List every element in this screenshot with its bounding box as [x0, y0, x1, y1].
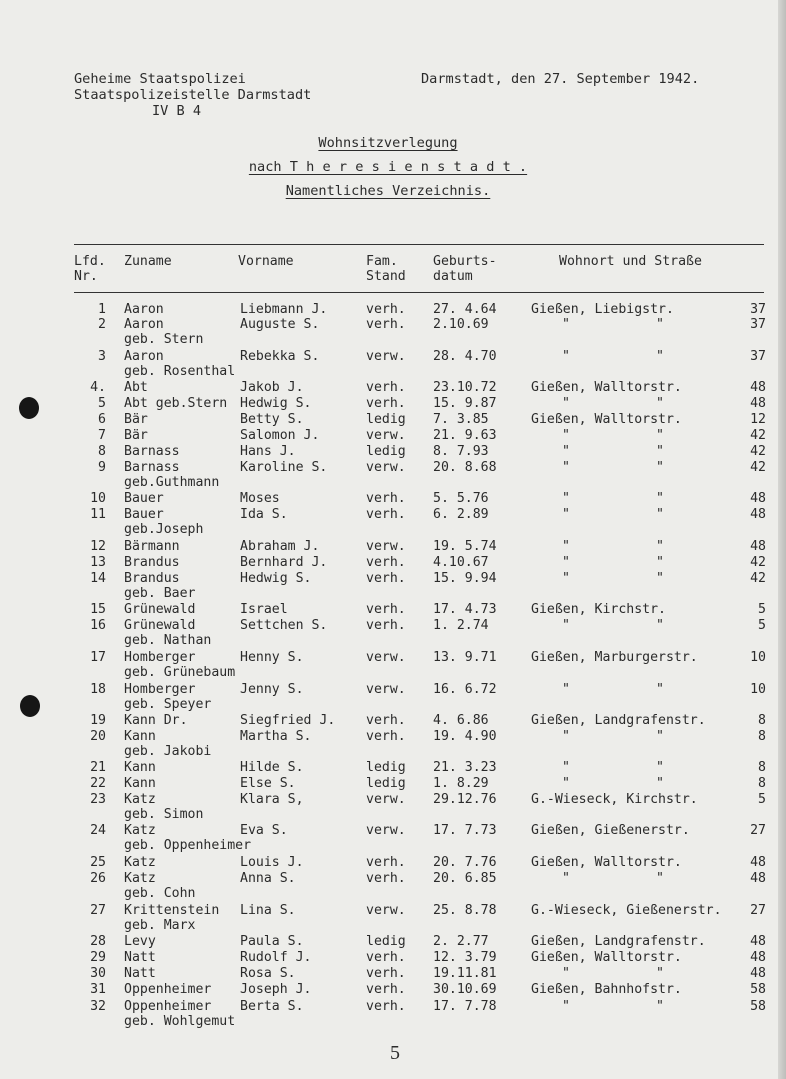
row-house-number: 37	[750, 349, 766, 364]
row-first-name: Else S.	[240, 776, 296, 791]
col-stand: Stand	[366, 269, 406, 284]
row-maiden-name: geb. Jakobi	[124, 744, 212, 759]
row-house-number: 48	[750, 539, 766, 554]
row-residence: Gießen, Kirchstr.	[531, 602, 666, 617]
row-maiden-name: geb. Simon	[124, 807, 204, 822]
row-house-number: 8	[758, 760, 766, 775]
row-residence: Gießen, Walltorstr.	[531, 855, 682, 870]
row-marital-status: verw.	[366, 903, 406, 918]
row-first-name: Jenny S.	[240, 682, 304, 697]
row-first-name: Henny S.	[240, 650, 304, 665]
row-marital-status: verh.	[366, 855, 406, 870]
row-ditto-town: "	[562, 871, 570, 886]
row-surname: Levy	[124, 934, 156, 949]
row-marital-status: verh.	[366, 950, 406, 965]
row-first-name: Berta S.	[240, 999, 304, 1014]
row-marital-status: verh.	[366, 871, 406, 886]
row-surname: Natt	[124, 966, 156, 981]
row-marital-status: verh.	[366, 618, 406, 633]
row-first-name: Ida S.	[240, 507, 288, 522]
row-ditto-town: "	[562, 539, 570, 554]
row-house-number: 48	[750, 950, 766, 965]
row-surname: Oppenheimer	[124, 982, 212, 997]
col-fam: Fam.	[366, 254, 398, 269]
row-birth-date: 19. 5.74	[433, 539, 497, 554]
row-number: 30	[90, 966, 106, 981]
table-top-rule	[74, 244, 764, 245]
row-surname: Aaron	[124, 317, 164, 332]
row-house-number: 10	[750, 682, 766, 697]
row-number: 6	[98, 412, 106, 427]
row-number: 26	[90, 871, 106, 886]
row-house-number: 27	[750, 903, 766, 918]
row-first-name: Paula S.	[240, 934, 304, 949]
row-ditto-street: "	[656, 571, 664, 586]
row-ditto-town: "	[562, 571, 570, 586]
row-number: 24	[90, 823, 106, 838]
row-house-number: 42	[750, 444, 766, 459]
row-number: 7	[98, 428, 106, 443]
row-surname: Natt	[124, 950, 156, 965]
row-house-number: 42	[750, 571, 766, 586]
row-marital-status: ledig	[366, 776, 406, 791]
row-first-name: Abraham J.	[240, 539, 320, 554]
row-surname: Katz	[124, 823, 156, 838]
col-datum: datum	[433, 269, 473, 284]
row-surname: Aaron	[124, 349, 164, 364]
row-marital-status: verw.	[366, 428, 406, 443]
row-maiden-name: geb.Guthmann	[124, 475, 220, 490]
row-ditto-town: "	[562, 760, 570, 775]
row-house-number: 58	[750, 982, 766, 997]
row-first-name: Bernhard J.	[240, 555, 328, 570]
row-first-name: Moses	[240, 491, 280, 506]
row-residence: Gießen, Walltorstr.	[531, 412, 682, 427]
row-marital-status: verh.	[366, 729, 406, 744]
row-number: 17	[90, 650, 106, 665]
row-first-name: Karoline S.	[240, 460, 328, 475]
row-first-name: Hedwig S.	[240, 396, 312, 411]
row-first-name: Lina S.	[240, 903, 296, 918]
row-marital-status: verw.	[366, 650, 406, 665]
row-maiden-name: geb. Speyer	[124, 697, 212, 712]
row-maiden-name: geb. Baer	[124, 586, 196, 601]
row-ditto-street: "	[656, 999, 664, 1014]
row-number: 16	[90, 618, 106, 633]
row-house-number: 48	[750, 396, 766, 411]
page-edge-shadow	[778, 0, 786, 1079]
row-first-name: Israel	[240, 602, 288, 617]
row-ditto-town: "	[562, 555, 570, 570]
row-number: 1	[98, 302, 106, 317]
row-house-number: 37	[750, 317, 766, 332]
row-number: 32	[90, 999, 106, 1014]
row-birth-date: 2. 2.77	[433, 934, 489, 949]
row-first-name: Anna S.	[240, 871, 296, 886]
row-surname: Bär	[124, 428, 148, 443]
col-lfd: Lfd.	[74, 254, 106, 269]
row-ditto-town: "	[562, 491, 570, 506]
row-marital-status: verw.	[366, 682, 406, 697]
row-number: 10	[90, 491, 106, 506]
punch-hole-top	[19, 397, 39, 419]
row-house-number: 5	[758, 618, 766, 633]
row-ditto-street: "	[656, 491, 664, 506]
row-birth-date: 28. 4.70	[433, 349, 497, 364]
row-birth-date: 25. 8.78	[433, 903, 497, 918]
row-number: 4.	[90, 380, 106, 395]
row-birth-date: 29.12.76	[433, 792, 497, 807]
row-number: 8	[98, 444, 106, 459]
row-ditto-town: "	[562, 428, 570, 443]
row-surname: Bauer	[124, 491, 164, 506]
row-first-name: Hans J.	[240, 444, 296, 459]
row-birth-date: 1. 2.74	[433, 618, 489, 633]
row-number: 23	[90, 792, 106, 807]
row-surname: Abt geb.Stern	[124, 396, 228, 411]
row-surname: Homberger	[124, 682, 196, 697]
row-surname: Oppenheimer	[124, 999, 212, 1014]
col-nr: Nr.	[74, 269, 98, 284]
row-maiden-name: geb. Grünebaum	[124, 665, 236, 680]
row-ditto-street: "	[656, 618, 664, 633]
row-ditto-town: "	[562, 444, 570, 459]
row-house-number: 48	[750, 855, 766, 870]
row-number: 22	[90, 776, 106, 791]
row-ditto-street: "	[656, 966, 664, 981]
row-number: 25	[90, 855, 106, 870]
row-ditto-town: "	[562, 396, 570, 411]
row-birth-date: 20. 6.85	[433, 871, 497, 886]
row-number: 21	[90, 760, 106, 775]
row-residence: Gießen, Liebigstr.	[531, 302, 674, 317]
row-marital-status: verh.	[366, 555, 406, 570]
row-number: 2	[98, 317, 106, 332]
row-ditto-street: "	[656, 776, 664, 791]
row-maiden-name: geb. Wohlgemut	[124, 1014, 236, 1029]
row-birth-date: 17. 7.73	[433, 823, 497, 838]
row-surname: Katz	[124, 855, 156, 870]
row-maiden-name: geb. Cohn	[124, 886, 196, 901]
row-number: 5	[98, 396, 106, 411]
row-surname: Katz	[124, 792, 156, 807]
row-birth-date: 16. 6.72	[433, 682, 497, 697]
row-ditto-town: "	[562, 460, 570, 475]
row-surname: Kann	[124, 729, 156, 744]
row-house-number: 5	[758, 602, 766, 617]
row-surname: Katz	[124, 871, 156, 886]
place-date: Darmstadt, den 27. September 1942.	[421, 71, 700, 87]
row-marital-status: ledig	[366, 444, 406, 459]
row-birth-date: 17. 7.78	[433, 999, 497, 1014]
row-birth-date: 21. 9.63	[433, 428, 497, 443]
title-relocation: Wohnsitzverlegung	[318, 135, 458, 151]
row-house-number: 42	[750, 555, 766, 570]
row-number: 9	[98, 460, 106, 475]
row-residence: Gießen, Landgrafenstr.	[531, 934, 706, 949]
row-number: 19	[90, 713, 106, 728]
row-number: 12	[90, 539, 106, 554]
row-surname: Bär	[124, 412, 148, 427]
row-residence: Gießen, Marburgerstr.	[531, 650, 698, 665]
row-surname: Grünewald	[124, 602, 196, 617]
table-header-rule	[74, 292, 764, 293]
row-ditto-street: "	[656, 444, 664, 459]
row-first-name: Rudolf J.	[240, 950, 312, 965]
row-ditto-street: "	[656, 871, 664, 886]
row-residence: G.-Wieseck, Kirchstr.	[531, 792, 698, 807]
row-marital-status: verw.	[366, 823, 406, 838]
row-marital-status: verh.	[366, 302, 406, 317]
col-vorname: Vorname	[238, 254, 294, 269]
row-ditto-town: "	[562, 507, 570, 522]
row-first-name: Jakob J.	[240, 380, 304, 395]
row-first-name: Hilde S.	[240, 760, 304, 775]
row-number: 3	[98, 349, 106, 364]
col-zuname: Zuname	[124, 254, 172, 269]
row-ditto-street: "	[656, 539, 664, 554]
row-marital-status: verw.	[366, 349, 406, 364]
row-house-number: 48	[750, 934, 766, 949]
row-marital-status: verh.	[366, 966, 406, 981]
row-marital-status: ledig	[366, 412, 406, 427]
row-house-number: 48	[750, 966, 766, 981]
row-maiden-name: geb. Stern	[124, 332, 204, 347]
row-house-number: 48	[750, 380, 766, 395]
row-surname: Bärmann	[124, 539, 180, 554]
row-surname: Grünewald	[124, 618, 196, 633]
row-house-number: 10	[750, 650, 766, 665]
row-number: 29	[90, 950, 106, 965]
row-birth-date: 23.10.72	[433, 380, 497, 395]
col-wohnort: Wohnort und Straße	[559, 254, 702, 269]
row-birth-date: 15. 9.87	[433, 396, 497, 411]
row-birth-date: 21. 3.23	[433, 760, 497, 775]
row-house-number: 5	[758, 792, 766, 807]
row-ditto-street: "	[656, 428, 664, 443]
row-ditto-town: "	[562, 999, 570, 1014]
row-ditto-street: "	[656, 507, 664, 522]
row-first-name: Liebmann J.	[240, 302, 328, 317]
row-birth-date: 4.10.67	[433, 555, 489, 570]
row-maiden-name: geb. Oppenheimer	[124, 838, 252, 853]
row-ditto-street: "	[656, 760, 664, 775]
row-ditto-town: "	[562, 776, 570, 791]
row-marital-status: verh.	[366, 602, 406, 617]
row-birth-date: 1. 8.29	[433, 776, 489, 791]
row-marital-status: verh.	[366, 491, 406, 506]
row-first-name: Rosa S.	[240, 966, 296, 981]
row-marital-status: verh.	[366, 507, 406, 522]
row-birth-date: 19.11.81	[433, 966, 497, 981]
row-birth-date: 20. 7.76	[433, 855, 497, 870]
row-ditto-town: "	[562, 729, 570, 744]
row-residence: Gießen, Landgrafenstr.	[531, 713, 706, 728]
row-surname: Barnass	[124, 460, 180, 475]
row-first-name: Eva S.	[240, 823, 288, 838]
row-ditto-town: "	[562, 618, 570, 633]
row-marital-status: verh.	[366, 982, 406, 997]
row-house-number: 48	[750, 491, 766, 506]
punch-hole-bottom	[20, 695, 40, 717]
row-marital-status: ledig	[366, 760, 406, 775]
row-surname: Krittenstein	[124, 903, 220, 918]
row-maiden-name: geb. Nathan	[124, 633, 212, 648]
row-first-name: Auguste S.	[240, 317, 320, 332]
row-surname: Kann	[124, 776, 156, 791]
row-house-number: 42	[750, 428, 766, 443]
page-number: 5	[390, 1042, 400, 1064]
row-first-name: Klara S,	[240, 792, 304, 807]
col-geburts: Geburts-	[433, 254, 497, 269]
title-destination: nach T h e r e s i e n s t a d t .	[248, 159, 528, 175]
row-birth-date: 5. 5.76	[433, 491, 489, 506]
row-birth-date: 12. 3.79	[433, 950, 497, 965]
row-marital-status: verh.	[366, 571, 406, 586]
row-ditto-town: "	[562, 349, 570, 364]
row-marital-status: verw.	[366, 460, 406, 475]
row-birth-date: 15. 9.94	[433, 571, 497, 586]
row-ditto-street: "	[656, 396, 664, 411]
row-house-number: 48	[750, 871, 766, 886]
row-residence: Gießen, Walltorstr.	[531, 950, 682, 965]
row-residence: G.-Wieseck, Gießenerstr.	[531, 903, 722, 918]
row-marital-status: verw.	[366, 792, 406, 807]
row-ditto-town: "	[562, 317, 570, 332]
row-house-number: 37	[750, 302, 766, 317]
row-number: 20	[90, 729, 106, 744]
row-marital-status: verh.	[366, 999, 406, 1014]
row-marital-status: verh.	[366, 380, 406, 395]
row-birth-date: 4. 6.86	[433, 713, 489, 728]
row-surname: Kann	[124, 760, 156, 775]
row-house-number: 8	[758, 713, 766, 728]
row-number: 14	[90, 571, 106, 586]
row-residence: Gießen, Bahnhofstr.	[531, 982, 682, 997]
row-surname: Kann Dr.	[124, 713, 188, 728]
row-surname: Aaron	[124, 302, 164, 317]
office-line-1: Geheime Staatspolizei	[74, 71, 246, 87]
row-marital-status: ledig	[366, 934, 406, 949]
row-ditto-street: "	[656, 729, 664, 744]
row-house-number: 58	[750, 999, 766, 1014]
row-number: 18	[90, 682, 106, 697]
row-birth-date: 13. 9.71	[433, 650, 497, 665]
row-birth-date: 19. 4.90	[433, 729, 497, 744]
row-maiden-name: geb.Joseph	[124, 522, 204, 537]
row-number: 31	[90, 982, 106, 997]
row-house-number: 8	[758, 729, 766, 744]
row-birth-date: 30.10.69	[433, 982, 497, 997]
row-ditto-town: "	[562, 966, 570, 981]
row-first-name: Joseph J.	[240, 982, 312, 997]
row-birth-date: 27. 4.64	[433, 302, 497, 317]
row-surname: Barnass	[124, 444, 180, 459]
row-first-name: Hedwig S.	[240, 571, 312, 586]
row-first-name: Betty S.	[240, 412, 304, 427]
row-birth-date: 7. 3.85	[433, 412, 489, 427]
row-ditto-street: "	[656, 317, 664, 332]
row-first-name: Louis J.	[240, 855, 304, 870]
row-birth-date: 8. 7.93	[433, 444, 489, 459]
row-house-number: 12	[750, 412, 766, 427]
row-first-name: Settchen S.	[240, 618, 328, 633]
row-first-name: Salomon J.	[240, 428, 320, 443]
title-directory: Namentliches Verzeichnis.	[285, 183, 491, 199]
row-maiden-name: geb. Marx	[124, 918, 196, 933]
row-number: 13	[90, 555, 106, 570]
row-house-number: 42	[750, 460, 766, 475]
row-surname: Abt	[124, 380, 148, 395]
row-marital-status: verw.	[366, 539, 406, 554]
row-number: 28	[90, 934, 106, 949]
row-residence: Gießen, Gießenerstr.	[531, 823, 690, 838]
row-number: 11	[90, 507, 106, 522]
row-house-number: 48	[750, 507, 766, 522]
row-marital-status: verh.	[366, 317, 406, 332]
row-marital-status: verh.	[366, 396, 406, 411]
row-birth-date: 17. 4.73	[433, 602, 497, 617]
row-surname: Brandus	[124, 555, 180, 570]
office-line-2: Staatspolizeistelle Darmstadt	[74, 87, 312, 103]
row-marital-status: verh.	[366, 713, 406, 728]
row-birth-date: 20. 8.68	[433, 460, 497, 475]
row-ditto-street: "	[656, 349, 664, 364]
row-birth-date: 2.10.69	[433, 317, 489, 332]
row-first-name: Rebekka S.	[240, 349, 320, 364]
row-maiden-name: geb. Rosenthal	[124, 364, 236, 379]
row-house-number: 27	[750, 823, 766, 838]
row-ditto-street: "	[656, 682, 664, 697]
office-line-3: IV B 4	[152, 103, 202, 119]
row-residence: Gießen, Walltorstr.	[531, 380, 682, 395]
row-number: 27	[90, 903, 106, 918]
row-house-number: 8	[758, 776, 766, 791]
row-ditto-town: "	[562, 682, 570, 697]
row-number: 15	[90, 602, 106, 617]
row-surname: Homberger	[124, 650, 196, 665]
row-first-name: Martha S.	[240, 729, 312, 744]
row-birth-date: 6. 2.89	[433, 507, 489, 522]
row-surname: Bauer	[124, 507, 164, 522]
row-surname: Brandus	[124, 571, 180, 586]
row-ditto-street: "	[656, 460, 664, 475]
row-ditto-street: "	[656, 555, 664, 570]
row-first-name: Siegfried J.	[240, 713, 336, 728]
